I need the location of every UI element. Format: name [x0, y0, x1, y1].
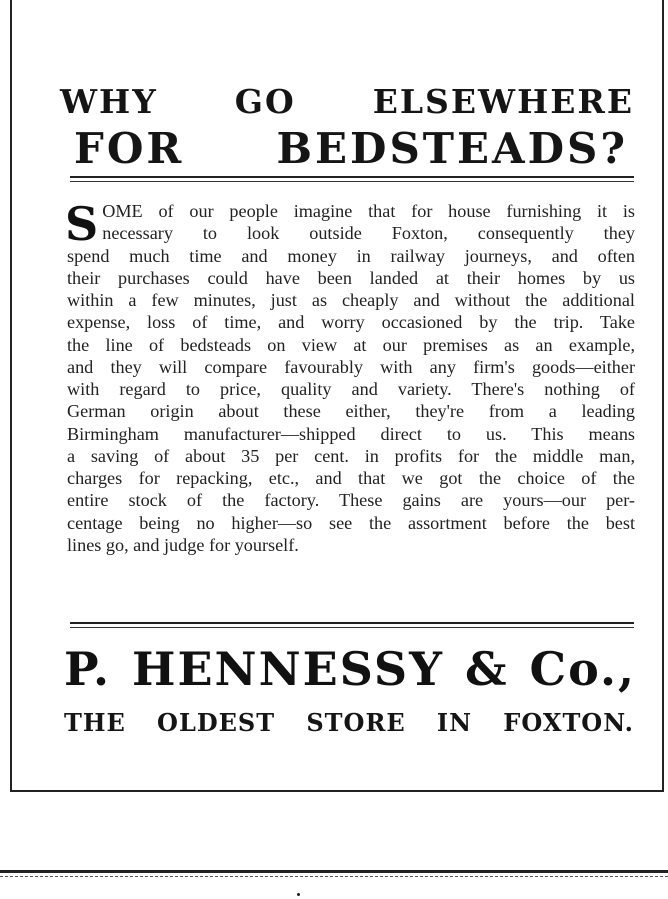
page-bottom-rule — [0, 870, 668, 873]
advertisement-body — [65, 197, 635, 556]
tagline-word: STORE — [306, 708, 406, 737]
tagline-word: FOXTON. — [503, 708, 634, 737]
headline-word: BEDSTEADS? — [276, 124, 628, 173]
headline-word: FOR — [74, 124, 185, 173]
body-line: with regard to price, quality and variety. There's nothing of — [67, 379, 635, 399]
tagline-word: THE — [64, 708, 126, 737]
drop-cap: S — [65, 197, 99, 251]
page-bottom-rule-dashed — [0, 876, 668, 877]
firm-name-part: Co., — [529, 642, 636, 696]
headline-divider-rule — [70, 176, 634, 178]
store-tagline — [64, 708, 634, 737]
advertisement-frame — [10, 0, 664, 792]
body-line: the line of bedsteads on view at our premises as an example, — [67, 334, 635, 355]
body-line: their purchases could have been landed at their homes by us — [67, 267, 635, 288]
body-line: OME of our people imagine that for house furnishing it is — [102, 201, 635, 221]
firm-name-part: P. — [64, 642, 111, 696]
body-divider-rule-thin — [70, 627, 634, 628]
firm-name-part: & — [464, 642, 509, 696]
headline-line-2 — [60, 124, 634, 173]
body-line: entire stock of the factory. These gains are yours—our per- — [67, 490, 635, 511]
headline-word: ELSEWHERE — [372, 82, 634, 121]
tagline-word: OLDEST — [157, 708, 276, 737]
firm-name-part: HENNESSY — [132, 642, 444, 696]
body-line: Birmingham manufacturer—shipped direct to us. This means — [67, 423, 635, 444]
headline-divider-rule-thin — [70, 181, 634, 182]
body-line: German origin about these either, they're from a leading — [67, 401, 635, 422]
body-line: expense, loss of time, and worry occasioned by the trip. Take — [67, 312, 635, 333]
body-line: centage being no higher—so see the assortment before the best — [67, 512, 635, 533]
print-speck — [297, 893, 300, 896]
body-line: charges for repacking, etc., and that we got the choice of the — [67, 468, 635, 488]
body-line: spend much time and money in railway journeys, and often — [67, 245, 635, 266]
firm-name — [64, 642, 636, 696]
tagline-word: IN — [436, 708, 473, 737]
headline-word: GO — [234, 82, 296, 121]
body-line: necessary to look outside Foxton, consequently they — [102, 223, 635, 244]
body-line: lines go, and judge for yourself. — [67, 534, 299, 555]
body-line: within a few minutes, just as cheaply and without the additional — [67, 290, 635, 310]
body-line: a saving of about 35 per cent. in profits for the middle man, — [67, 445, 635, 466]
body-line: and they will compare favourably with any firm's goods—either — [67, 356, 635, 377]
headline-word: WHY — [60, 82, 158, 121]
body-divider-rule — [70, 622, 634, 624]
headline-line-1 — [60, 82, 634, 121]
